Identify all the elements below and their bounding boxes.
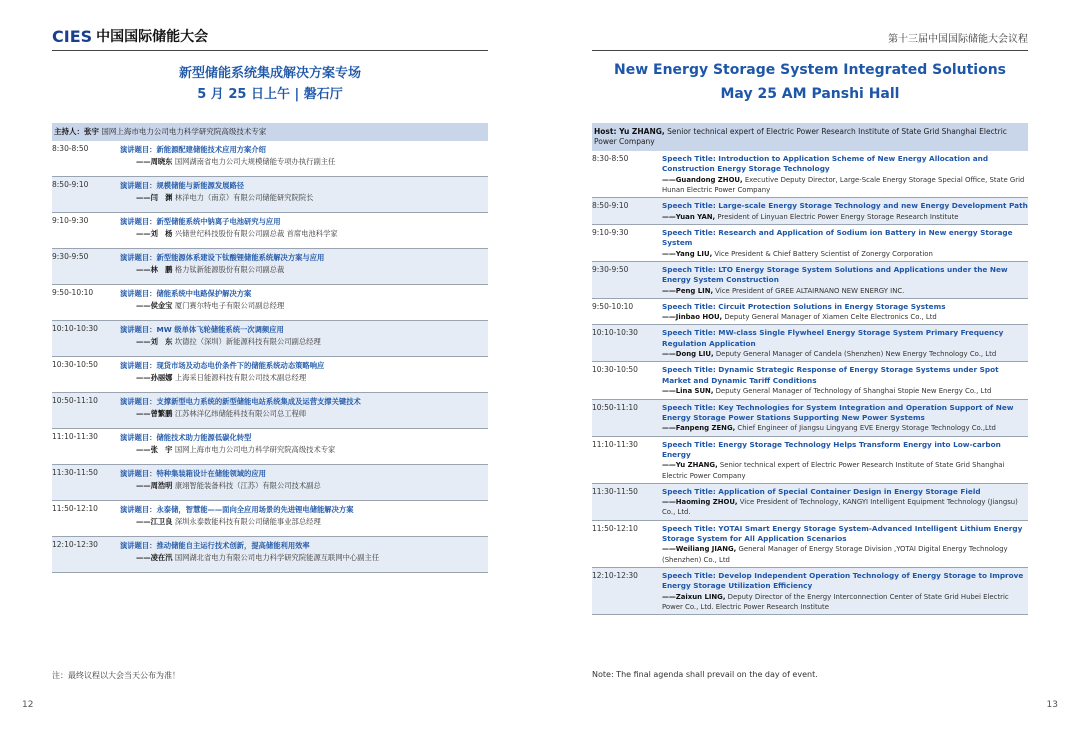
page-subtitle: 5 月 25 日上午 | 磐石厅 <box>197 87 343 102</box>
session-time: 10:10-10:30 <box>592 328 638 338</box>
session-time: 11:10-11:30 <box>52 432 98 441</box>
agenda-row <box>52 141 488 177</box>
agenda-table-en <box>592 123 1028 615</box>
session-content <box>120 213 488 248</box>
session-time: 9:50-10:10 <box>52 288 94 297</box>
speaker-affiliation: Deputy General Manager of Candela (Shenzhen) New Energy Technology Co., Ltd <box>713 350 997 359</box>
speaker-affiliation: 上海采日能源科技有限公司技术副总经理 <box>174 372 307 382</box>
session-content <box>120 141 488 176</box>
speaker-line <box>120 516 488 528</box>
speaker-line <box>120 264 488 276</box>
speaker-name: ——周浩明 <box>136 480 173 490</box>
agenda-row <box>52 357 488 393</box>
session-time: 11:30-11:50 <box>592 486 638 496</box>
speaker-name: ——江卫良 <box>136 516 173 526</box>
logo-mark: CIES <box>52 26 93 46</box>
speaker-line <box>120 408 488 420</box>
speaker-affiliation: Deputy General Manager of Xiamen Celte Electronics Co., Ltd <box>722 313 937 322</box>
speech-title: Speech Title: Introduction to Application Scheme of New Energy Allocation and Construction Energy Storage Technology <box>662 154 989 174</box>
speech-title: 演讲题目：支撑新型电力系统的新型储能电站系统集成及运营支撑关键技术 <box>120 397 361 406</box>
session-time: 8:50-9:10 <box>52 180 89 189</box>
session-content <box>120 285 488 320</box>
speaker-name: ——刘 东 <box>136 336 173 346</box>
session-content <box>662 262 1028 298</box>
session-time: 12:10-12:30 <box>52 540 98 549</box>
agenda-row <box>592 362 1028 399</box>
session-time: 11:50-12:10 <box>52 504 98 513</box>
session-content <box>662 362 1028 398</box>
session-time: 10:50-11:10 <box>592 402 638 412</box>
speaker-name: ——孙丽娜 <box>136 372 173 382</box>
agenda-row <box>52 213 488 249</box>
speech-title: Speech Title: Energy Storage Technology Helps Transform Energy into Low-carbon Energy <box>662 439 1001 459</box>
session-time: 9:30-9:50 <box>592 264 629 274</box>
speaker-name: ——Yuan YAN, <box>662 212 716 221</box>
session-time: 12:10-12:30 <box>592 570 638 580</box>
session-content <box>120 321 488 356</box>
speech-title: Speech Title: YOTAI Smart Energy Storage System-Advanced Intelligent Lithium Energy Storage System for All Application Scenarios <box>662 523 1023 543</box>
agenda-row <box>592 325 1028 362</box>
speaker-line <box>120 156 488 168</box>
session-content <box>120 429 488 464</box>
speech-title: 演讲题目：现货市场及动态电价条件下的储能系统动态策略响应 <box>120 361 325 370</box>
speaker-name: ——刘 杨 <box>136 228 173 238</box>
speech-title: 演讲题目：规模储能与新能源发展路径 <box>120 181 245 190</box>
speaker-name: ——Jinbao HOU, <box>662 313 723 322</box>
session-content <box>662 198 1028 224</box>
speaker-name: ——Yu ZHANG, <box>662 461 718 470</box>
speech-title: 演讲题目：新能源配建储能技术应用方案介绍 <box>120 145 266 154</box>
page-number: 13 <box>1046 700 1058 710</box>
logo-text: 中国国际储能大会 <box>96 29 209 45</box>
speaker-name: ——Dong LIU, <box>662 350 714 359</box>
header-rule <box>52 50 488 51</box>
agenda-table-cn <box>52 123 488 573</box>
speaker-affiliation: 国网湖南省电力公司大规模储能专项办执行副主任 <box>174 156 336 166</box>
speaker-affiliation: 康翊智能装备科技（江苏）有限公司技术副总 <box>174 480 321 490</box>
speech-title: 演讲题目：特种集装箱设计在储能领域的应用 <box>120 469 266 478</box>
speech-title: 演讲题目：新型能源体系建设下钛酸锂储能系统解决方案与应用 <box>120 253 325 262</box>
session-content <box>662 225 1028 261</box>
speaker-line <box>120 480 488 492</box>
speaker-name: ——Fanpeng ZENG, <box>662 424 736 433</box>
session-content <box>662 325 1028 361</box>
agenda-row <box>592 299 1028 326</box>
agenda-row <box>592 568 1028 615</box>
speaker-line <box>120 372 488 384</box>
host-desc: Senior technical expert of Electric Power Research Institute of State Grid Shanghai Electric Power Company <box>594 127 1007 146</box>
session-content <box>120 357 488 392</box>
page-title: 新型储能系统集成解决方案专场 <box>178 66 361 81</box>
speaker-line <box>120 552 488 564</box>
speaker-line <box>662 249 1028 259</box>
speaker-affiliation: 林洋电力（南京）有限公司储能研究院院长 <box>174 192 314 202</box>
speech-title: Speech Title: Large-scale Energy Storage Technology and new Energy Development Path <box>662 201 1028 211</box>
agenda-row <box>52 249 488 285</box>
agenda-row <box>52 429 488 465</box>
session-time: 8:30-8:50 <box>592 154 629 163</box>
speaker-affiliation: Chief Engineer of Jiangsu Lingyang EVE Energy Storage Technology Co.,Ltd <box>735 424 996 433</box>
agenda-row <box>592 262 1028 299</box>
speech-title: Speech Title: Circuit Protection Solutions in Energy Storage Systems <box>662 301 946 311</box>
session-content <box>120 177 488 212</box>
speech-title: Speech Title: Research and Application of Sodium ion Battery in New energy Storage System <box>662 227 1013 248</box>
speaker-name: ——Peng LIN, <box>662 286 714 295</box>
agenda-row <box>592 484 1028 521</box>
speaker-affiliation: 国网湖北省电力有限公司电力科学研究院能源互联网中心副主任 <box>174 552 380 562</box>
agenda-row <box>52 285 488 321</box>
speech-title: 演讲题目：永泰储，智慧能——面向全应用场景的先进锂电储能解决方案 <box>120 505 354 514</box>
speaker-name: ——林 鹏 <box>136 264 173 274</box>
speaker-line <box>662 386 1028 396</box>
session-time: 9:10-9:30 <box>592 227 629 237</box>
speech-title: 演讲题目：MW 级单体飞轮储能系统一次调频应用 <box>120 325 284 334</box>
speaker-line <box>662 212 1028 222</box>
speaker-name: ——Weiliang JIANG, <box>662 545 737 554</box>
speaker-affiliation: 格力钛新能源股份有限公司副总裁 <box>174 264 285 274</box>
speaker-line <box>662 497 1028 517</box>
session-time: 9:50-10:10 <box>592 301 634 311</box>
speaker-affiliation: 深圳永泰数能科技有限公司储能事业部总经理 <box>174 516 321 526</box>
session-time: 11:30-11:50 <box>52 468 98 477</box>
speaker-affiliation: President of Linyuan Electric Power Energy Storage Research Institute <box>715 212 959 221</box>
speaker-line <box>662 312 1028 322</box>
speech-title: 演讲题目：储能系统中电路保护解决方案 <box>120 289 252 298</box>
speech-title: Speech Title: Develop Independent Operation Technology of Energy Storage to Improve Energy Storage Utilization Efficiency <box>662 570 1024 591</box>
speech-title: Speech Title: Dynamic Strategic Response of Energy Storage Systems under Spot Market and Dynamic Tariff Conditions <box>662 365 999 385</box>
speaker-affiliation: Vice President & Chief Battery Scientist of Zonergy Corporation <box>712 249 933 258</box>
speaker-affiliation: Executive Deputy Director, Large-Scale Energy Storage Special Office, State Grid Hunan Electric Power Company <box>662 175 1025 195</box>
speaker-line <box>120 336 488 348</box>
agenda-row <box>52 501 488 537</box>
speaker-name: ——Guandong ZHOU, <box>662 175 743 184</box>
agenda-row <box>592 198 1028 225</box>
agenda-row <box>52 177 488 213</box>
host-label: Host: Yu ZHANG, <box>594 127 665 136</box>
session-content <box>120 537 488 572</box>
session-content <box>662 568 1028 614</box>
right-page <box>540 0 1080 732</box>
agenda-row <box>592 151 1028 198</box>
host-desc: 国网上海市电力公司电力科学研究院高级技术专家 <box>101 127 267 136</box>
session-time: 9:10-9:30 <box>52 216 89 225</box>
speaker-line <box>662 349 1028 359</box>
speaker-name: ——凌在汛 <box>136 552 173 562</box>
agenda-row <box>592 400 1028 437</box>
session-content <box>662 299 1028 325</box>
session-content <box>662 484 1028 520</box>
speaker-name: ——Yang LIU, <box>662 249 713 258</box>
speaker-affiliation: 兴储世纪科技股份有限公司副总裁 首席电池科学家 <box>174 228 338 238</box>
speech-title: 演讲题目：新型储能系统中钠离子电池研究与应用 <box>120 217 281 226</box>
speaker-line <box>662 175 1028 195</box>
session-time: 11:50-12:10 <box>592 523 638 533</box>
speaker-line <box>662 544 1028 564</box>
agenda-row <box>52 537 488 573</box>
speech-title: 演讲题目：储能技术助力能源低碳化转型 <box>120 433 252 442</box>
session-content <box>662 151 1028 197</box>
speaker-line <box>662 592 1028 612</box>
session-time: 11:10-11:30 <box>592 439 638 449</box>
session-time: 8:50-9:10 <box>592 201 629 211</box>
speaker-name: ——闫 渊 <box>136 192 173 202</box>
speaker-line <box>120 228 488 240</box>
agenda-row <box>52 321 488 357</box>
speaker-affiliation: 国网上海市电力公司电力科学研究院高级技术专家 <box>174 444 336 454</box>
session-time: 9:30-9:50 <box>52 252 89 261</box>
agenda-row <box>52 465 488 501</box>
speech-title: Speech Title: MW-class Single Flywheel Energy Storage System Primary Frequency Regulation Application <box>662 328 1004 348</box>
session-time: 10:10-10:30 <box>52 324 98 333</box>
session-time: 10:30-10:50 <box>52 360 98 369</box>
agenda-row <box>592 225 1028 262</box>
speech-title: Speech Title: LTO Energy Storage System Solutions and Applications under the New Energy System Construction <box>662 264 1008 285</box>
speaker-name: ——周晓东 <box>136 156 173 166</box>
page-subtitle: May 25 AM Panshi Hall <box>720 86 900 102</box>
speaker-name: ——张 宇 <box>136 444 173 454</box>
speaker-affiliation: Deputy General Manager of Technology of Shanghai Stopie New Energy Co., Ltd <box>713 387 992 396</box>
session-content <box>662 400 1028 436</box>
session-content <box>120 501 488 536</box>
speech-title: Speech Title: Application of Special Container Design in Energy Storage Field <box>662 486 981 496</box>
speaker-name: ——Zaixun LING, <box>662 592 726 601</box>
agenda-row <box>592 437 1028 484</box>
speaker-line <box>662 423 1028 433</box>
speaker-line <box>662 286 1028 296</box>
speaker-affiliation: Vice President of GREE ALTAIRNANO NEW ENERGY INC. <box>713 286 905 295</box>
session-content <box>120 465 488 500</box>
speaker-affiliation: Senior technical expert of Electric Power Research Institute of State Grid Shanghai Electric Power Company <box>662 461 1005 480</box>
speaker-line <box>120 444 488 456</box>
agenda-row <box>52 393 488 429</box>
host-label: 主持人：张宇 <box>54 127 99 136</box>
speaker-line <box>120 300 488 312</box>
session-time: 10:30-10:50 <box>592 365 638 375</box>
speaker-affiliation: Vice President of Technology, KANGYI Intelligent Equipment Technology (Jiangsu) Co., Ltd. <box>662 498 1018 517</box>
speaker-affiliation: 厦门赛尔特电子有限公司副总经理 <box>174 300 285 310</box>
speaker-affiliation: Deputy Director of the Energy Interconnection Center of State Grid Hubei Electric Power Co., Ltd. Electric Power Research Institute <box>662 592 1009 611</box>
speaker-affiliation: General Manager of Energy Storage Division ,YOTAI Digital Energy Technology (Shenzhen) Co., Ltd <box>662 545 1008 564</box>
agenda-row <box>592 521 1028 568</box>
page-number: 12 <box>22 700 34 710</box>
speaker-line <box>120 192 488 204</box>
session-time: 10:50-11:10 <box>52 396 98 405</box>
speaker-line <box>662 460 1028 480</box>
page-title: New Energy Storage System Integrated Solutions <box>614 62 1006 78</box>
host-row <box>592 123 1028 151</box>
running-head: 第十三届中国国际储能大会议程 <box>888 34 1028 45</box>
speech-title: Speech Title: Key Technologies for System Integration and Operation Support of New Energy Storage Power Stations Supporting New Power Systems <box>662 402 1014 422</box>
speech-title: 演讲题目：推动储能自主运行技术创新，提高储能利用效率 <box>120 541 310 550</box>
speaker-name: ——曾繁鹏 <box>136 408 173 418</box>
host-row <box>52 123 488 141</box>
session-content <box>120 393 488 428</box>
header-rule <box>592 50 1028 51</box>
footnote: Note: The final agenda shall prevail on the day of event. <box>592 670 818 679</box>
speaker-name: ——Haoming ZHOU, <box>662 498 738 507</box>
session-content <box>662 437 1028 483</box>
speaker-affiliation: 江苏林洋亿纬储能科技有限公司总工程师 <box>174 408 307 418</box>
footnote: 注：最终议程以大会当天公布为准！ <box>52 671 180 680</box>
session-content <box>662 521 1028 567</box>
session-content <box>120 249 488 284</box>
speaker-affiliation: 坎德拉（深圳）新能源科技有限公司副总经理 <box>174 336 321 346</box>
speaker-name: ——侯金宝 <box>136 300 173 310</box>
logo <box>52 26 208 46</box>
speaker-name: ——Lina SUN, <box>662 387 714 396</box>
session-time: 8:30-8:50 <box>52 144 89 153</box>
